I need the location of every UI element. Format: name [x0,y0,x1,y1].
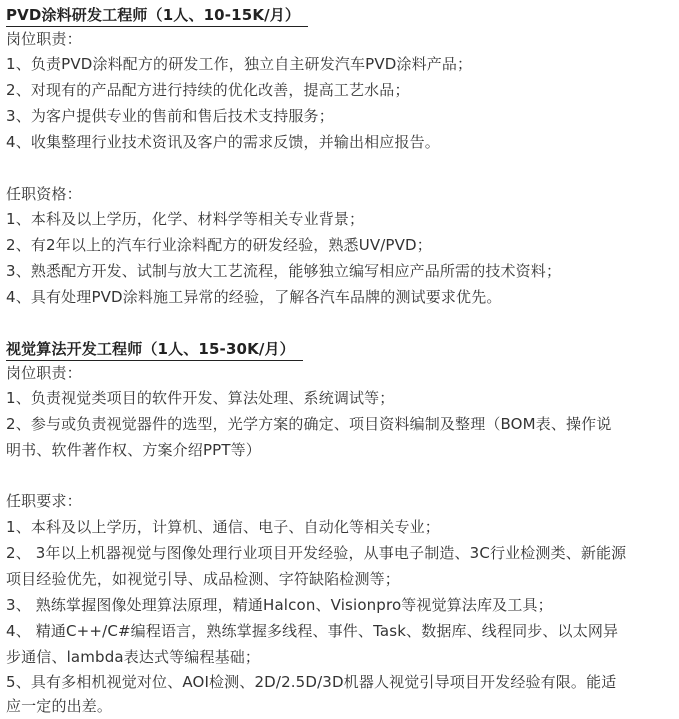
duty-item: 1、负责PVD涂料配方的研发工作，独立自主研发汽车PVD涂料产品； [6,55,473,73]
requirement-item: 1、本科及以上学历，化学、材料学等相关专业背景； [6,210,365,228]
requirement-item: 3、 熟练掌握图像处理算法原理，精通Halcon、Visionpro等视觉算法库及工具； [6,596,553,614]
job-title-text: PVD涂料研发工程师（1人、10-15K/月） [6,4,308,27]
requirement-item: 4、具有处理PVD涂料施工异常的经验，了解各汽车品牌的测试要求优先。 [6,288,502,306]
duty-item: 4、收集整理行业技术资讯及客户的需求反馈，并输出相应报告。 [6,133,440,151]
duties-heading: 岗位职责： [6,30,82,48]
requirement-item: 步通信、lambda表达式等编程基础； [6,648,261,666]
requirement-item: 2、 3年以上机器视觉与图像处理行业项目开发经验，从事电子制造、3C行业检测类、新能源 [6,544,627,562]
requirement-item: 4、 精通C++/C#编程语言，熟练掌握多线程、事件、Task、数据库、线程同步、以太网异 [6,622,619,640]
requirement-item: 3、熟悉配方开发、试制与放大工艺流程，能够独立编写相应产品所需的技术资料； [6,262,562,280]
job-title-text: 视觉算法开发工程师（1人、15-30K/月） [6,338,303,361]
requirements-heading: 任职资格： [6,185,82,203]
duty-item: 2、参与或负责视觉器件的选型，光学方案的确定、项目资料编制及整理（BOM表、操作说 [6,415,612,433]
job-title-pvd [6,2,675,28]
duty-item: 3、为客户提供专业的售前和售后技术支持服务； [6,107,334,125]
requirements-heading: 任职要求： [6,492,82,510]
requirement-item: 应一定的出差。 [6,697,113,715]
requirement-item: 项目经验优先，如视觉引导、成品检测、字符缺陷检测等； [6,570,400,588]
requirement-item: 1、本科及以上学历，计算机、通信、电子、自动化等相关专业； [6,518,440,536]
duty-item: 明书、软件著作权、方案介绍PPT等） [6,441,261,459]
job-title-vision [6,336,675,362]
duty-item: 2、对现有的产品配方进行持续的优化改善，提高工艺水品； [6,81,410,99]
requirement-item: 2、有2年以上的汽车行业涂料配方的研发经验，熟悉UV/PVD； [6,236,432,254]
requirement-item: 5、具有多相机视觉对位、AOI检测、2D/2.5D/3D机器人视觉引导项目开发经验有限。能适 [6,673,617,691]
duties-heading: 岗位职责： [6,364,82,382]
duty-item: 1、负责视觉类项目的软件开发、算法处理、系统调试等； [6,389,395,407]
